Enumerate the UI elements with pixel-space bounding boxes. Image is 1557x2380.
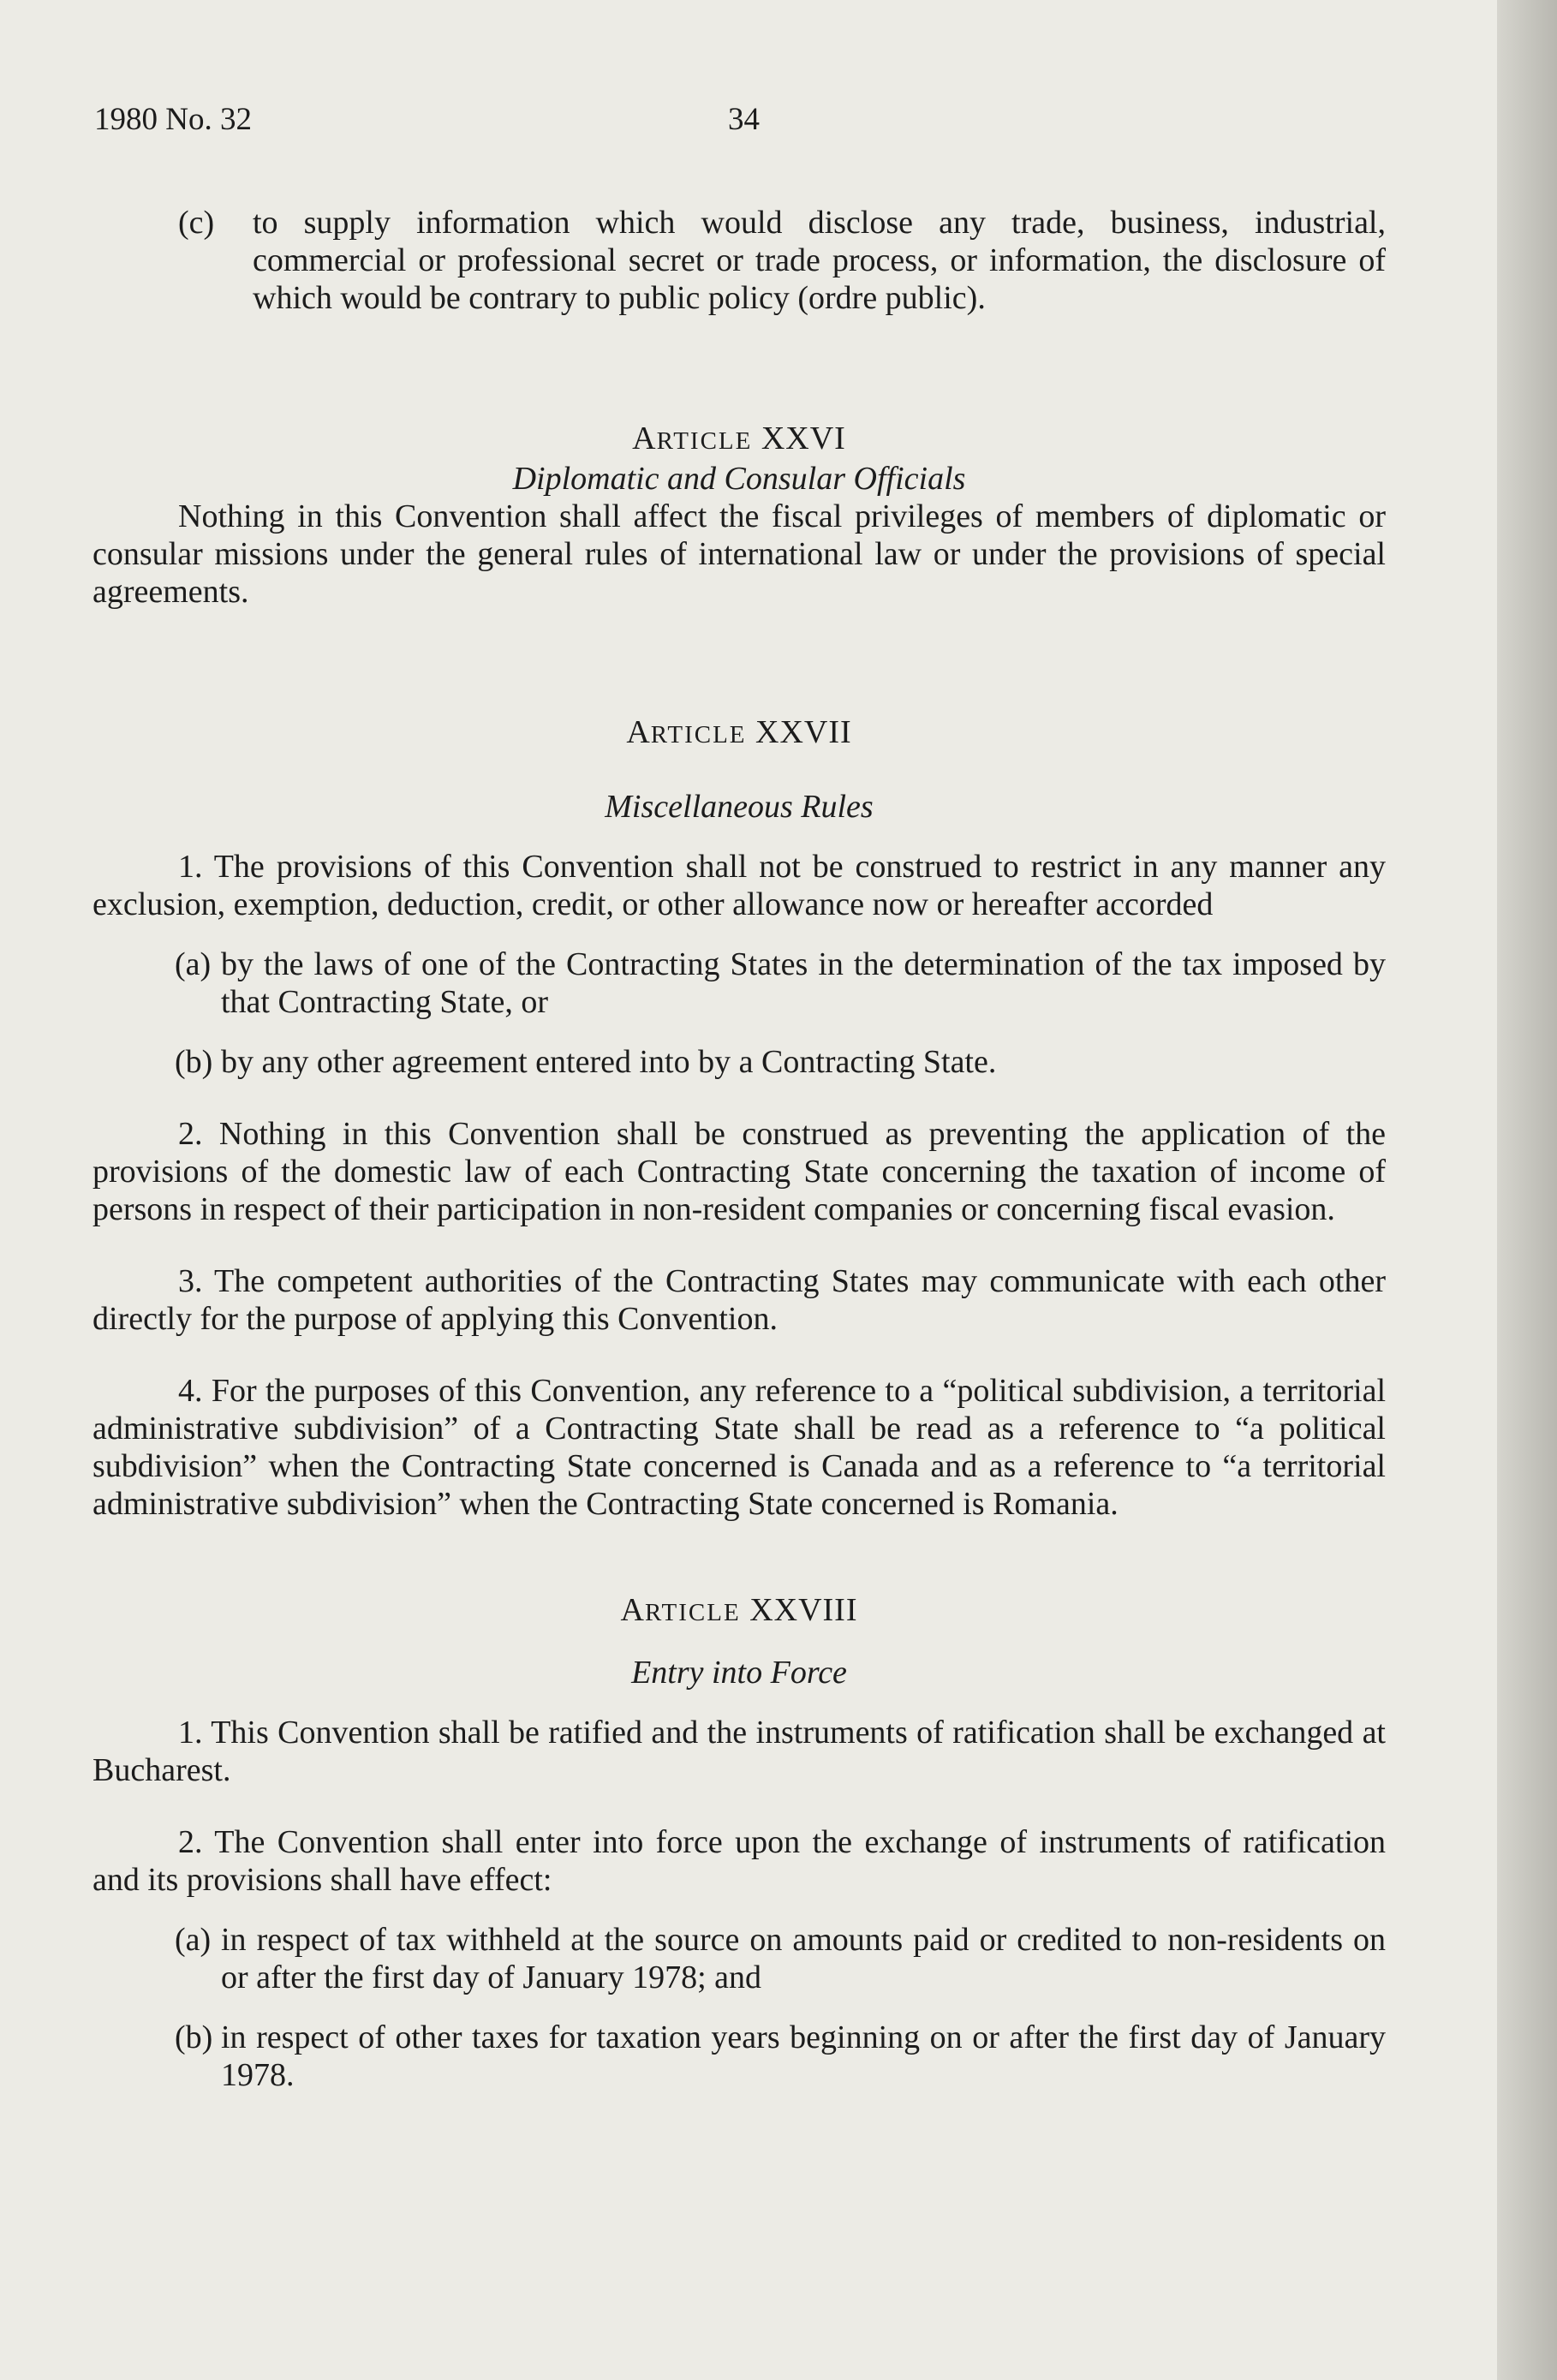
clause-text: in respect of other taxes for taxation years beginning on or after the first day of January 1978. (221, 2019, 1386, 2093)
article-28-clause-b (92, 2019, 1386, 2094)
article-27-clause-b (92, 1043, 1386, 1081)
article-27-heading: ARTICLE XXVII (626, 714, 852, 750)
clause-text: by the laws of one of the Contracting States in the determination of the tax imposed by that Contracting State, or (221, 946, 1386, 1020)
clause-text: by any other agreement entered into by a Contracting State. (221, 1044, 997, 1080)
document-body (92, 204, 1386, 2094)
page-header (94, 101, 1396, 152)
article-27-title: Miscellaneous Rules (605, 789, 874, 825)
clause-text: in respect of tax withheld at the source on amounts paid or credited to non-residents on or after the first day of January 1978; and (221, 1922, 1386, 1995)
clause-c (92, 204, 1386, 317)
article-27-paragraph-1: 1. The provisions of this Convention shall not be construed to restrict in any manner any exclusion, exemption, deduction, credit, or other allowance now or hereafter accorded (92, 849, 1386, 922)
clause-label: (b) (175, 1044, 213, 1080)
article-27-paragraph-2: 2. Nothing in this Convention shall be construed as preventing the application of the provisions of the domestic law of each Contracting State concerning the taxation of income of persons in respect of their participation in non-resident companies or concerning fiscal evasion. (92, 1116, 1386, 1227)
article-27-clause-a (92, 945, 1386, 1021)
article-28-title: Entry into Force (631, 1655, 847, 1691)
page-number: 34 (728, 102, 760, 137)
article-27-paragraph-4: 4. For the purposes of this Convention, any reference to a “political subdivision, a territorial administrative subdivision” of a Contracting State shall be read as a reference to “a political subdivision” when the Contracting State concerned is Canada and as a reference to “a territorial administrative subdivision” when the Contracting State concerned is Romania. (92, 1373, 1386, 1522)
article-26-text: Nothing in this Convention shall affect the fiscal privileges of members of diplomatic or consular missions under the general rules of international law or under the provisions of special agreements. (92, 498, 1386, 610)
article-28-clause-a (92, 1921, 1386, 1996)
clause-text: to supply information which would disclose any trade, business, industrial, commercial or professional secret or trade process, or information, the disclosure of which would be contrary to public policy (ordre public). (253, 205, 1386, 316)
clause-label: (a) (175, 1922, 212, 1958)
article-26-heading: ARTICLE XXVI (632, 421, 846, 456)
clause-label: (c) (178, 205, 215, 241)
article-27-paragraph-3: 3. The competent authorities of the Contracting States may communicate with each other directly for the purpose of applying this Convention. (92, 1263, 1386, 1337)
article-28-paragraph-2: 2. The Convention shall enter into force upon the exchange of instruments of ratification and its provisions shall have effect: (92, 1824, 1386, 1898)
article-28-paragraph-1: 1. This Convention shall be ratified and the instruments of ratification shall be exchanged at Bucharest. (92, 1715, 1386, 1788)
clause-label: (b) (175, 2019, 213, 2055)
page-edge-shadow (1497, 0, 1557, 2380)
statute-reference: 1980 No. 32 (94, 102, 252, 137)
article-28-heading: ARTICLE XXVIII (620, 1592, 858, 1628)
clause-label: (a) (175, 946, 212, 982)
article-26-title: Diplomatic and Consular Officials (512, 461, 966, 497)
